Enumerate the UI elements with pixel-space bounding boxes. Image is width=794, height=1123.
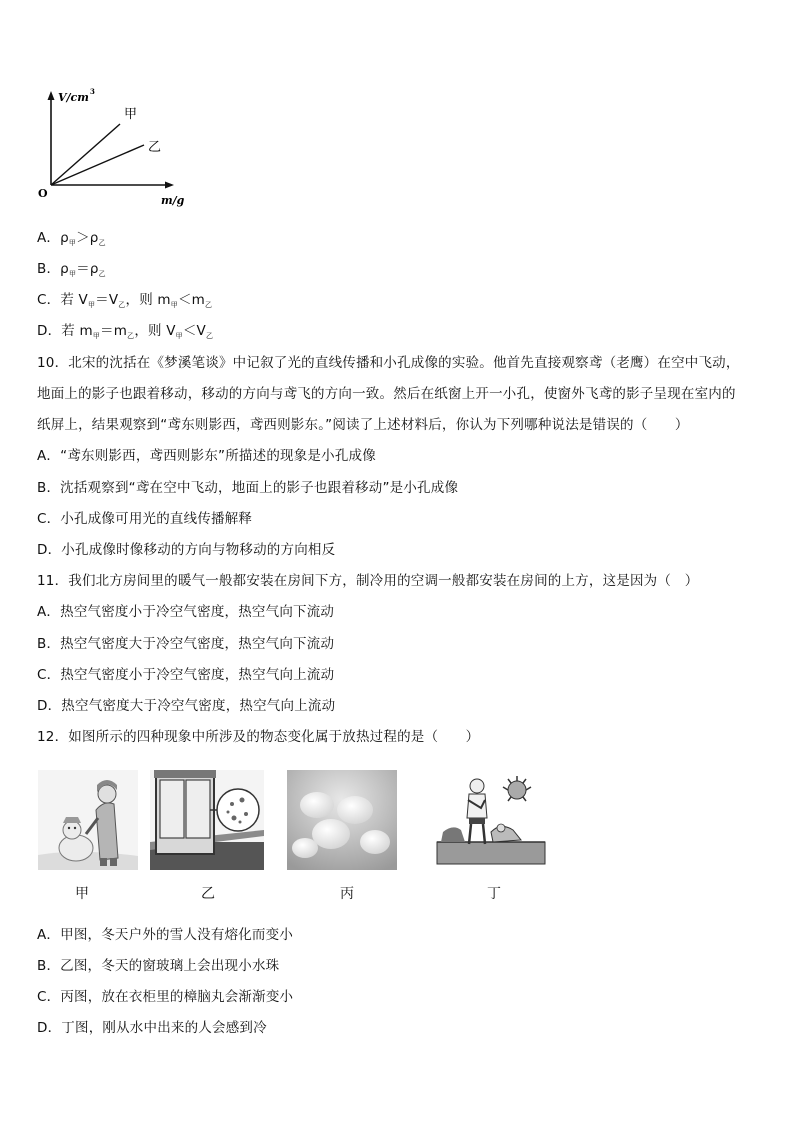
q10-stem-line1: 10．北宋的沈括在《梦溪笔谈》中记叙了光的直线传播和小孔成像的实验。他首先直接观察鸢（老鹰）在空中飞动， [37,355,740,371]
q10-stem-line2: 地面上的影子也跟着移动，移动的方向与鸢飞的方向一致。然后在纸窗上开一小孔，使窗外飞鸢的影子呈现在室内的 [37,386,736,402]
q10-option-c: C．小孔成像可用光的直线传播解释 [37,511,253,527]
q11-option-d: D．热空气密度大于冷空气密度，热空气向上流动 [37,698,336,714]
caption-yi: 乙 [201,886,215,902]
q10-option-d: D．小孔成像时像移动的方向与物移动的方向相反 [37,542,336,558]
q9-option-d: D．若 $m_甲=m_乙$，则 $V_甲<V_乙$ [37,323,214,340]
swimmer-cold-image [435,770,547,870]
caption-jia: 甲 [75,886,89,902]
line-yi [51,145,144,185]
q10-option-a: A．“鸢东则影西，鸢西则影东”所描述的现象是小孔成像 [37,448,376,464]
q9-option-c: C．若 $V_甲=V_乙$，则 $m_甲<m_乙$ [37,292,213,309]
q9-option-a: A．$\rho_甲>\rho_乙$ [37,230,106,247]
x-axis-label: m/g [161,194,185,207]
q10-option-b: B．沈括观察到“鸢在空中飞动，地面上的影子也跟着移动”是小孔成像 [37,480,459,496]
y-axis-label: V/cm [58,91,89,104]
line-jia-label: 甲 [124,107,138,122]
origin-label: O [38,187,48,200]
q11-option-c: C．热空气密度小于冷空气密度，热空气向上流动 [37,667,335,683]
q12-option-a: A．甲图，冬天户外的雪人没有熔化而变小 [37,927,294,943]
caption-bing: 丙 [340,886,354,902]
q10-stem-line3: 纸屏上，结果观察到“鸢东则影西，鸢西则影东。”阅读了上述材料后，你认为下列哪种说法是错误的（ ） [37,417,689,433]
mothballs-image [287,770,397,870]
line-yi-label: 乙 [148,140,162,155]
q11-option-a: A．热空气密度小于冷空气密度，热空气向下流动 [37,604,335,620]
snowman-image [38,770,138,870]
y-axis-unit-sup: 3 [90,87,95,96]
volume-mass-graph [34,86,194,211]
q12-option-d: D．丁图，刚从水中出来的人会感到冷 [37,1020,267,1036]
window-droplets-image [150,770,264,870]
caption-ding: 丁 [487,886,501,902]
q12-option-b: B．乙图，冬天的窗玻璃上会出现小水珠 [37,958,280,974]
q11-option-b: B．热空气密度大于冷空气密度，热空气向下流动 [37,636,335,652]
q12-stem: 12．如图所示的四种现象中所涉及的物态变化属于放热过程的是（ ） [37,729,480,745]
line-jia [51,124,120,185]
q12-option-c: C．丙图，放在衣柜里的樟脑丸会渐渐变小 [37,989,294,1005]
q11-stem: 11．我们北方房间里的暖气一般都安装在房间下方，制冷用的空调一般都安装在房间的上方，这是因为（ ） [37,573,699,589]
q9-option-b: B．$\rho_甲=\rho_乙$ [37,261,106,278]
